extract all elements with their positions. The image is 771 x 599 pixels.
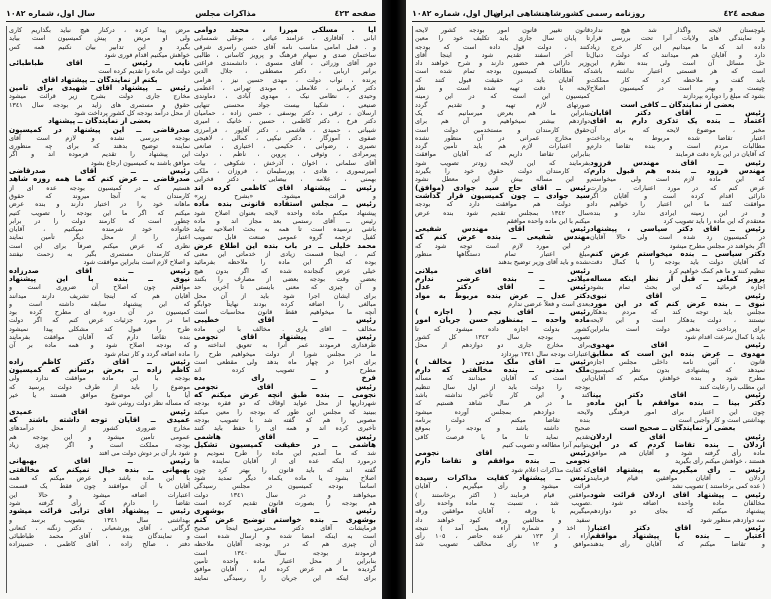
speaker-line: ملک مدنی ــ بنده مخالفتی که دارم bbox=[415, 366, 590, 375]
speaker-line: مهندس فرزود ــ بنده هم قبول دارم bbox=[590, 167, 765, 176]
text-line: مطالبات مردم است و بنده تقاضا دارم bbox=[590, 142, 765, 151]
speaker-line: اردلان ــ بنده تقاضا کردم که در این bbox=[590, 440, 765, 449]
speaker-line: رئیس ــ پیشنهاد آقای اردلان قرائت شود bbox=[590, 490, 765, 499]
text-line: که این ماده لازم است ولی میخواستم bbox=[590, 175, 765, 184]
speaker-line: رئیس ــ مجلس استفاده قانونی بنده ماده bbox=[194, 200, 376, 209]
speaker-line: رئیس ــ آقای میلانی bbox=[415, 266, 590, 275]
text-line: مبالغی را اضافه کرده بودند نهایتاً جوابگو bbox=[194, 299, 376, 308]
text-line: نمیدهد که پیشنهادی بدون نظر کمیسیون bbox=[590, 366, 765, 375]
text-line: خانواده خود شرمنده نمیکنیم ، آقایان bbox=[9, 225, 190, 234]
page-header bbox=[6, 8, 376, 22]
text-line: که کارمندان دولت حقوق خود را بگیرند bbox=[415, 167, 590, 176]
text-line: میکنم که اگر ما این بودجه را تصویب کنیم bbox=[9, 208, 190, 217]
speaker-line: رئیس ــ آقای اردلان bbox=[590, 432, 765, 441]
text-line: برای ایشان اجرا شود باید از آن محل bbox=[194, 291, 376, 300]
speaker-line: رئیس ــ آقای هاشمی bbox=[194, 432, 376, 441]
text-line: بلوچستان لایحه واگذار شد هیچ ندارد bbox=[590, 26, 765, 34]
section-title: روزنامه رسمی کشورشاهنشاهی ایران bbox=[493, 9, 645, 18]
text-line: صفوی ، آموزگار ، دکتر نیکپی ، کمالی ، لاهیجی bbox=[194, 133, 376, 142]
text-line: مطرح و تصویب کرده اند bbox=[194, 366, 376, 375]
text-line: موافقم چون اصلاح آن ضروری است و bbox=[9, 283, 190, 292]
text-line: شیبانی ، حمیدی ، هاشمی ، دکتر آقاپور ، فرامرزی bbox=[194, 125, 376, 134]
text-line: مخالف ــ اقای یاری . مخالف با این ماده bbox=[194, 324, 376, 333]
text-line: موضوع را باید از طرف دولت پرسید که bbox=[9, 382, 190, 391]
text-line: آقایان با آن موافقند چون فقط یک قسمت bbox=[9, 482, 190, 491]
text-column bbox=[590, 26, 765, 593]
speaker-line: دکتر عدل ــ عرض بنده مربوط به مواد bbox=[415, 291, 590, 300]
text-line: هستیم که در کمیسیون بودجه عده ای از bbox=[9, 183, 190, 192]
text-line: هستند ، خواهش میکنم رأی بگیرید bbox=[675, 457, 765, 466]
issue-label: سال اول، شماره ١٠٨٢ bbox=[412, 9, 501, 18]
text-line: و ما در هر سال شاهد هستیم که bbox=[415, 399, 590, 408]
text-line: بفرمایند که این لایحه زودتر تصویب شود bbox=[415, 158, 590, 167]
text-line: ابانی . آقاقاری ، عزامند غیاثی ، بوعلی شمسایی bbox=[194, 34, 376, 43]
text-line: ببینید که مجلس این طور که بودجه را معین میکند bbox=[194, 407, 376, 416]
text-line: پیشنهاد میکنم ماده واحده لایحه بعنوان اصلاح شود bbox=[194, 208, 376, 217]
text-line: فرمودند بودجه سال ١٣٤٠ است bbox=[194, 548, 376, 557]
speaker-line: دکتر بینا ــ بنده موافقم با این ماده bbox=[590, 399, 765, 408]
text-line: قانون ، آئین نامه داخلی مجلس اجازه bbox=[590, 357, 765, 366]
speaker-line: دکتر سیاسی ــ بنده میخواستم عرض کنم bbox=[590, 250, 765, 259]
text-column bbox=[412, 26, 590, 593]
text-line: اگر بخواهند در مجلس مطرح میشود bbox=[669, 241, 765, 250]
text-line: چون این اعتبار برای امور فرهنگی و bbox=[590, 407, 765, 416]
speaker-line: رئیس ــ آقای بهبهانی bbox=[9, 457, 190, 466]
text-line: مبلغ اعتبار تمام دستگاهها منظور bbox=[415, 250, 590, 259]
text-line: میخواهند و در سال ١٣٤١ دولت bbox=[194, 490, 376, 499]
text-line: صنیعی ، شکیبا بیست جواد محسنی تنهایی bbox=[194, 100, 376, 109]
text-line: دولت این ماده را تقدیم کرده است bbox=[98, 67, 190, 76]
text-line: هم بودجه را بصورت قانون تقدیم کرده است bbox=[194, 498, 376, 507]
text-line: که آقایان در این باره دقت فرمایند bbox=[675, 150, 765, 159]
text-line: و نمایندگان بنده ، آقای محمد طباطبائی bbox=[9, 532, 190, 541]
text-line: صحیح داشته باشد و بودجه را بموقع bbox=[415, 424, 590, 433]
text-line: ولی او مریض و پیش کمیسیون است بیاید bbox=[9, 34, 190, 43]
text-line: کمیسیون در آن دوره ای مطرح کرده بود bbox=[9, 308, 190, 317]
speaker-line: رئیس ــ پیشنهاد آقای ترابی قرائت میشود bbox=[9, 507, 190, 516]
text-line: بودجه با این ماده موافقت ندارد ولی bbox=[9, 374, 190, 383]
text-line: بهمنی ، علامه ، بیضایی ، دکتر فخرایی bbox=[194, 175, 376, 184]
text-line: تصویب بودجه سال ١٣٤٢ کل کشور bbox=[415, 332, 590, 341]
text-line: مخالفان ماده واحده اضافه شود . bbox=[590, 498, 765, 507]
text-line: خواهش میکنیم اقدام فوری شود bbox=[104, 50, 190, 59]
text-line: بنابراین ما هم بعرض میرسانیم که یک bbox=[415, 108, 590, 117]
text-line: بنده تقاضا میکنم که دولت برنامه bbox=[415, 415, 590, 424]
text-line: باشی نرسیده است تا همه به بحث اصلاحیه بیاید bbox=[194, 225, 376, 234]
speaker-line: رئیس ــ آقای عمیدی bbox=[9, 407, 190, 416]
text-line: و اعتبارات لازم هم باید تأمین گردد bbox=[415, 142, 590, 151]
text-line: آقایان هم که اینجا تشریف دارند میدانند bbox=[9, 291, 190, 300]
speaker-line: صدرقاضی ــ این پیشنهاد در کمیسیون bbox=[9, 125, 190, 134]
text-line: این پیشنهاد را تقدیم فرموده اند و اگر bbox=[9, 150, 190, 159]
speaker-line: رئیس ــ آقای نجم ( اجازه ) bbox=[415, 308, 590, 317]
text-line: عمومی تأمین میشود و این بودجه هم bbox=[9, 432, 190, 441]
text-line: این است که آقایان میدانند که مسأله bbox=[415, 374, 590, 383]
text-line: اساساً بودجه کمیسیون در مجلس رسیدگی bbox=[194, 482, 376, 491]
text-line: شهرداریها از محل عواید اوقاف که دو فقره بودجه bbox=[194, 399, 376, 408]
text-line: رئیس ــ آقای رستمی بعد مجاز اند و ماده bbox=[194, 216, 376, 225]
text-line: دکتر فرخ ، دکتر کاظمی ، حسین ، خانیک ، امیری bbox=[194, 117, 376, 126]
text-line: اصلاح بشود یا ماده یکماه دیگر تمدید شود bbox=[194, 474, 376, 483]
text-line: است که هر قسمتی اعتبار نداشته باشد bbox=[590, 67, 765, 76]
text-columns bbox=[412, 26, 765, 593]
text-line: تصویب شد ، نسبت به ماده واحده رأی bbox=[415, 498, 590, 507]
text-line: صورتهای لازم تهیه و تقدیم گردد bbox=[415, 100, 590, 109]
text-line: باید گفت و ملاحظه کرد که کار مملکت bbox=[590, 75, 765, 84]
text-line: برای اجرا در چهار ماه بدهد ولی مقطعی است bbox=[194, 357, 376, 366]
speaker-line: بوشهری ــ بنده خواستم توضیح عرض کنم bbox=[194, 515, 376, 524]
text-line: آراء ، از ١٢٣ نفر عده حاضر ، ١٠٥ رأی bbox=[415, 532, 590, 541]
text-line: اجازه فرمائید که این بحث تمام بشود bbox=[590, 283, 765, 292]
text-column bbox=[6, 26, 190, 593]
text-line: که مسأله نظر دولت روشن شود bbox=[104, 399, 190, 408]
text-line: بنده تقاضا دارم که آقایان موافقت بفرمایند bbox=[9, 332, 190, 341]
text-line: کشور بدولت اجازه داده میشود که تا bbox=[415, 324, 590, 333]
text-line: اعتبار را از محل دیگر تأمین نمایند bbox=[9, 233, 190, 242]
speaker-line: رئیس ــ آقای مهندس فرزود bbox=[590, 158, 765, 167]
text-line: ماده رأی گرفته شود و آقایان هم موافق bbox=[590, 449, 765, 458]
text-line: و نمایندگی های ولایات آنرا تحت بررسی قرار bbox=[590, 34, 765, 43]
text-line: مطرح شود و بنده خواهش میکنم که آقایان bbox=[590, 374, 765, 383]
text-line: شد که ما آمدیم این ماده را طرح نمودیم و bbox=[194, 449, 376, 458]
speaker-line: رئیس ــ آقای ملک مدنی ( مخالف ) bbox=[415, 357, 590, 366]
text-line: و مخارج عمرانی در آن منظور نشده bbox=[415, 133, 590, 142]
speaker-line: رئیس ــ آقای بوشهری bbox=[194, 507, 376, 516]
text-line: ما در مجلس شورا از دولت میخواهیم طرح را bbox=[194, 349, 376, 358]
text-line: مصوبی را هم که گفته شد با تصویب بودجه bbox=[194, 415, 376, 424]
text-line: پیشنهاد میکنم که بجای دو دوازدهم bbox=[590, 507, 765, 516]
text-line: آن چیزی هم که در بودجه آقایان ملاحظه bbox=[194, 540, 376, 549]
text-line: در این مورد لازم است توجه شود که bbox=[415, 241, 590, 250]
speaker-line: مهندس شفیعی ــ بنده عرض کنم که bbox=[415, 233, 590, 242]
issue-label: سال اول، شماره ١٠٨٢ bbox=[6, 9, 95, 18]
text-line: بهداشتی است و کار واجبی است bbox=[678, 415, 765, 424]
speaker-line: نجومی ــ بنده موافقم و تقاضا دارم bbox=[415, 457, 590, 466]
book-spine bbox=[382, 0, 406, 599]
text-line: بودجه مملکت است و اگر چیزی زیاد bbox=[9, 440, 190, 449]
text-line: ارسلان ، ترقی ، دکتر یوسفی ، حسن زاده ، حمامیان bbox=[194, 108, 376, 117]
text-line: و دولت هم موافقت دارد که بودجه bbox=[415, 200, 590, 209]
speaker-line: رئیس ــ آقای نبوی bbox=[590, 291, 765, 300]
text-line: پرنده ، نواب دولت ، مهدی حسین نیز ، هرامی bbox=[194, 75, 376, 84]
text-line: ماده اضافه گردد و کار تمام شود bbox=[104, 349, 190, 358]
text-line: ساختمان صدی و سهام فرهنگ و پرویز کاسانی ، طالبی bbox=[194, 50, 376, 59]
speaker-line: رئیس ــ آقای صدرقاضی bbox=[9, 167, 190, 176]
text-line: تأخیری کرده اند و همه ای را حفظ باید کنند bbox=[194, 424, 376, 433]
text-line: آیا با این موضوع موافق هستند یا خیر bbox=[9, 391, 190, 400]
text-line: بعدی است و فعلاً عرضی ندارم bbox=[508, 299, 590, 308]
text-line: دارد و آقایان هم میدانند که دولت دنبال bbox=[590, 50, 765, 59]
text-line: کفیل ترجمه گروه عمومی صنعت قابل تصویب bbox=[194, 233, 376, 242]
text-line: لایحه با دقت تهیه شده است و نظر bbox=[415, 84, 590, 93]
speaker-line: نیوی ــ بنده با این پیشنهاد bbox=[9, 274, 190, 283]
text-line: ( عده کمی برخاستند ) تصویب نشد bbox=[671, 482, 765, 491]
speaker-line: رئیس ــ آقای مهندس شفیعی bbox=[415, 225, 590, 234]
text-line: تا پایان سال جاری باید تکلیف خود را معین bbox=[415, 34, 590, 43]
text-line: و . قمل امامی مناسب نامه آقای حسن راسری شرقی bbox=[194, 42, 376, 51]
speaker-line: ماده واحده ــ بمنظور حسن جریان امور bbox=[415, 316, 590, 325]
text-line: نیستند ، دولت بدهکار است و این لایحه bbox=[590, 316, 765, 325]
text-line: مخارج ضروری کشور از محل درآمدهای bbox=[9, 424, 190, 433]
speaker-line: رئیس ــ آقای دکتر کاظم زاده bbox=[9, 357, 190, 366]
speaker-line: رئیس ــ آقای نجومی bbox=[194, 382, 376, 391]
text-line: و تقاضا میکنم که آقایان رأی بدهند bbox=[590, 540, 765, 549]
speaker-line: سید جوادی ــ چون کمیسیون قرار گذاشت bbox=[415, 191, 590, 200]
speaker-line: رئیس ــ رأی میگیریم به پیشنهاد آقای bbox=[590, 465, 765, 474]
text-line: با این ماده باشد و عرض میکنم که همه bbox=[9, 474, 190, 483]
text-line: چیست و بهتر است در کمیسیون اصلاح bbox=[590, 84, 765, 93]
text-line: سه دوازدهم منظور شود bbox=[700, 515, 765, 524]
text-line: نظری که عرض میکنم صرفاً برای این است bbox=[9, 241, 190, 250]
text-line: مجلس باید توجه کند که مردم بدهکار bbox=[590, 308, 765, 317]
text-line: اعتبارات بودجه سال ١٣٤١ بپردازد bbox=[500, 349, 590, 358]
text-line: کنم ، اینجا قسمت زیادی از خدماتی این معنی bbox=[194, 250, 376, 259]
text-line: میکنم با این ماده واحده موافقم bbox=[506, 216, 590, 225]
page-number-label: صفحه ٤٢٤ bbox=[723, 9, 765, 18]
speaker-line: آیا . مسلکی میرزا ، محمد دوامی bbox=[194, 26, 376, 34]
speaker-line: مهدوی ــ عرض بنده این است که مطابق bbox=[590, 349, 765, 358]
text-line: میگیریم با ورقه ، آقایان موافقین ورقه bbox=[415, 507, 590, 516]
text-line: تقاضا را دارم که رأی گرفته شود bbox=[9, 498, 190, 507]
text-line: بتوانیم آنرا مطالعه و تصویب کنیم bbox=[502, 440, 590, 449]
speaker-line: صدرقاضی ــ عرض کنم که ما همه روزه شاهد bbox=[9, 175, 190, 184]
text-line: سال ١٣٤٢ بمجلس تقدیم شود بنده عرض bbox=[415, 208, 590, 217]
text-line: که مطالعات کمیسیون بودجه تمام شده است bbox=[415, 67, 590, 76]
speaker-line: پرویز کمانی ــ قبل از نظر اینکه مسأله bbox=[590, 274, 765, 283]
speaker-line: بعضی از نمایندگان ــ صحیح است bbox=[619, 424, 736, 433]
text-line: حل مسائل آن است ولی بنده نظرم این bbox=[590, 59, 765, 68]
text-line: و آقایان باید در حقیقت قبول کنند که bbox=[415, 75, 590, 84]
text-line: بنابراین از محل اعتبار ماده واحده تأمین bbox=[194, 557, 376, 565]
text-line: لایحه دوازدهم بمجلس آورده میشود bbox=[415, 407, 590, 416]
speaker-line: بهبهانی ــ بنده خیال نمیکنم که مخالفتی bbox=[9, 465, 190, 474]
speaker-line: میلانی ــ بنده عرضی ندارم bbox=[415, 274, 590, 283]
text-line: که کارمندان مستمری بگیر به زحمت نیفتند bbox=[9, 250, 190, 259]
text-line: ( اخذ و شماره آراء بعمل آمد ) نتیجه bbox=[415, 523, 590, 532]
text-line: چطور است که کارمند دولت را در برابر bbox=[9, 216, 190, 225]
text-line: این مطلب را رعایت کنند bbox=[699, 382, 765, 391]
text-line: درمورد اینکه عده ای از آقایان نماینده ها bbox=[194, 457, 376, 466]
text-line: کند و این کار تأخیر نداشته باشد bbox=[415, 391, 590, 400]
text-line: و آن چیزی که معنی بایستی تا آخرین حد bbox=[194, 283, 376, 292]
text-line: بنابراین تقاضا داریم که آقایان موافقت bbox=[415, 150, 590, 159]
section-title: مذاکرات مجلس bbox=[195, 9, 256, 18]
speaker-line: نبوی ــ بنده عرض کنم که در این مورد bbox=[590, 299, 765, 308]
speaker-line: رئیس ــ آقای حاج سید جوادی (موافق) bbox=[415, 183, 590, 192]
text-line: نماینده توضیح بدهند که برای چه منظوری bbox=[9, 142, 190, 151]
text-line: موافقین قیام فرمایند ( اکثر برخاستند ) bbox=[415, 490, 590, 499]
text-line: بوده که اگر این ماده را ملاحظه بفرمائید bbox=[194, 258, 376, 267]
text-line: قرائت میشود و رأی میگیریم ، آقایان bbox=[415, 482, 590, 491]
text-line: عرض کنم که در مورد اعتبارات ، وزارت bbox=[590, 183, 765, 192]
text-line: موافق و ١٢ رأی مخالف تصویب شد bbox=[415, 540, 590, 549]
page-header bbox=[412, 8, 765, 22]
speaker-line: رئیس ــ آقای دکتر اعتبار bbox=[590, 523, 765, 532]
speaker-line: بکنم از نمایندگان ــ پیشنهاد آقای bbox=[41, 75, 158, 84]
text-line: بشود که مبلغ را دوباره بپردازند bbox=[682, 92, 765, 101]
speaker-line: نایب رئیس ــ آقای طباطبائی bbox=[9, 59, 190, 68]
text-line: طرح را قبول کند مشکلی پیدا نمیشود bbox=[9, 324, 190, 333]
text-line: طرفداری فرمودند عمر آنرا به تعویق انداخته و bbox=[194, 341, 376, 350]
text-line: معتقدم که این ماده را باید تصویب کرد bbox=[663, 216, 765, 225]
text-line: موافق باشند به کمیسیون ارجاع بشود bbox=[90, 158, 190, 167]
speaker-line: بعضی از نمایندگان ــ کافی است bbox=[620, 100, 735, 109]
speaker-line: رئیس ــ پیشنهاد کفایت مذاکرات رسیده bbox=[415, 474, 590, 483]
text-columns bbox=[6, 26, 376, 593]
text-line: اما در مورد جزئیات عرض کنم که اگر دولت bbox=[9, 316, 190, 325]
text-line: قانون تغییر قانون امور بودجه کشور لایحه bbox=[415, 26, 590, 34]
text-line: گفته اند که باید قانون را بهتر کرد چون bbox=[194, 465, 376, 474]
speaker-line: رئیس ــ آقای مهدوی bbox=[590, 341, 765, 350]
text-line: نشده و باید آقای وزیر توضیح بدهند bbox=[498, 258, 590, 267]
text-line: دفتر ، صالح زاده ، آقای کاظمی ، حسینزاده bbox=[9, 540, 190, 549]
text-line: کمیسیون این است که در این زمینه bbox=[415, 92, 590, 101]
speaker-line: اعتبار ــ بنده با پیشنهاد موافقم bbox=[590, 532, 765, 541]
speaker-line: رئیس ــ پیشنهاد آقای کاظمی کرده اند bbox=[194, 183, 376, 192]
speaker-line: اعتماد ــ بنده یک تذکری دارم به آقای bbox=[590, 117, 765, 126]
text-line: گرگانی ، آقای پورشعبانی ، دکتر زنگنه ، کنعانی bbox=[9, 523, 190, 532]
text-line: نصیری ، رضوانی ، حکیمی ، اختیاری ، صانعی bbox=[194, 142, 376, 151]
text-line: باید با کمال سرعت اقدام شود bbox=[684, 332, 765, 341]
speaker-line: بعضی از نمایندگان ــ پیشنهاد bbox=[48, 117, 151, 126]
text-line: گردیده ما هم عرض کرده ایم ، آقایان موافق bbox=[194, 565, 376, 574]
text-line: آقای سلمانی ، اخوان ، آذرخش ، شکوهی ، بیات bbox=[194, 158, 376, 167]
text-line: کارمندان به آنجا میروند که حقوق bbox=[9, 191, 190, 200]
speaker-line: عمیدی ــ آقایان توجه داشته باشند که bbox=[9, 415, 190, 424]
text-line: و این مسأله بیش از این معطل نشود bbox=[415, 175, 590, 184]
speaker-line: رئیس ــ آقای دکتر بینا bbox=[590, 391, 765, 400]
text-line: مخارج جاری دولت بشرح زیر قرائت میشود bbox=[9, 92, 190, 101]
speaker-line: رئیس ــ آقای خطیبی bbox=[194, 316, 376, 325]
text-line: از محل درآمد بودجه کل کشور پرداخت شود bbox=[74, 108, 190, 117]
text-line: و در این زمینه ایرادی ندارد و بنده bbox=[590, 208, 765, 217]
page-number-label: صفحه ٤٢٣ bbox=[334, 9, 376, 18]
text-line: سفید و مخالفین ورقه کبود خواهند داد bbox=[415, 515, 590, 524]
text-line: و اصلاح لازم است بنابراین موافقت شود bbox=[83, 258, 190, 267]
text-line: حقوق و مستمری های زاید بر بودجه سال ١٣٤١ bbox=[9, 100, 190, 109]
speaker-line: هاشمی ــ در حقیقت کمیسیون تشکیل bbox=[194, 440, 376, 449]
text-line: داده اند که ما میدانیم این کار خرج زیاد bbox=[590, 42, 765, 51]
text-line: پیرمرادی ، وثوقی ، پروین ، ناظم ، دولت bbox=[194, 150, 376, 159]
speaker-line: رئیس ــ آقای نجومی bbox=[415, 449, 590, 458]
text-line: وحیدی ، نظامی نیک ، مهدوی آبادی ، دماوندی bbox=[194, 92, 376, 101]
text-line: در کمیسیون رد شده است ولی حالا آقایان bbox=[590, 233, 765, 242]
text-line: بودجه را دولت باید از اول سال تنظیم bbox=[415, 382, 590, 391]
text-line: بعضی وقت بودجه بعضی از مصارف را بکنند bbox=[194, 274, 376, 283]
text-line: وزیر دارائی هم حضور دارند و شرح خواهند داد bbox=[415, 59, 590, 68]
right-page bbox=[406, 0, 771, 599]
text-line: برای پرداخت بدهی دولت است بنابراین bbox=[590, 324, 765, 333]
text-line: شود بار آن بر دوش دولت می افتد bbox=[98, 449, 190, 458]
text-line: که کفایت مذاکرات اعلام شود bbox=[511, 465, 590, 474]
text-line: آنچه ما میخواهیم فقط قانون محاسبات است bbox=[194, 308, 376, 317]
text-line: موافقت کنند ما این اعتبار را خواهیم داد bbox=[590, 200, 765, 209]
text-line: اعتبارات اضافه میشود و حالا این bbox=[9, 490, 190, 499]
speaker-line: رئیس ــ آقای دکتر عدل bbox=[415, 283, 590, 292]
speaker-line: فرخ ــ رأی بده bbox=[194, 374, 376, 383]
text-line: بگیرد و این تدابیر بیان نکنیم همه کس bbox=[9, 42, 190, 51]
text-line: که بودجه اصلاح شود و همه ماده بر آن bbox=[9, 341, 190, 350]
text-line: حقوق کارمندان و مستخدمین دولت است bbox=[415, 125, 590, 134]
text-line: مخبر ، موضوع لایحه که برای آن bbox=[590, 125, 765, 134]
text-line: ماهانه خود را در اختیار دارند و بنده عرض bbox=[9, 200, 190, 209]
text-line: دارائی اقدام کرده است و آقایان اگر bbox=[590, 191, 765, 200]
text-line: تنظیم کنند و ما هم کمک خواهیم کرد bbox=[668, 266, 765, 275]
speaker-line: رئیس ــ آقای صدرزاده bbox=[9, 266, 190, 275]
speaker-line: رئیس ــ پیشنهاد آقای شهیدی برای تأمین bbox=[9, 84, 190, 93]
text-line: که آقایان دولت باید بودجه را با کمال دقت bbox=[590, 258, 765, 267]
text-column bbox=[194, 26, 376, 593]
text-line: فرمایشات آقای دکتر محترمی اینجا صحیح bbox=[194, 523, 376, 532]
speaker-line: رئیس ــ آقای دکتر آقایان bbox=[590, 108, 765, 117]
text-line: است به اینکه امضا شده و ارسال شده است bbox=[194, 532, 376, 541]
text-line: که این پیشنهاد سابقه داشته است و bbox=[9, 299, 190, 308]
text-line: خیلی عرض گنجانده شده که اگر بدون هیچ bbox=[194, 266, 376, 275]
text-line: برانبر اربابی ، دکتر مصطفی ، جلال الدین bbox=[194, 67, 376, 76]
speaker-line: محمد خلیلی ــ در باب بنده این اطلاع عرض bbox=[194, 241, 376, 250]
text-line: بهداشتی سال ١٣٤١ بتصویب برسد و bbox=[9, 515, 190, 524]
text-line: تا آخر اسفند تقدیم شود و اینجا آقای bbox=[415, 50, 590, 59]
text-line: اعتبار تقاضا شده مربوط به پرداخت bbox=[590, 133, 765, 142]
text-line: تقدیم نماید تا ما با فرصت کافی bbox=[415, 432, 590, 441]
text-line: دوازدهم بیشتر نمیخواهیم و آن هم برای bbox=[415, 117, 590, 126]
text-line: دکتر کرمانی ، غلامعلی ، موبدی تهرانی ، اعظمی bbox=[194, 84, 376, 93]
text-line: اردلان ، آقایان موافقین قیام فرمایند bbox=[590, 474, 765, 483]
text-line: بودجه بررسی نشده و لازم است آقای bbox=[9, 133, 190, 142]
text-line: دور آقای وزرائی ، آقای مسوی ، دانشمندی فراغتی bbox=[194, 59, 376, 68]
text-line: کنند ، دولت قول داده است که بودجه bbox=[415, 42, 590, 51]
speaker-line: کاظم زاده ــ بعرض برسانم که کمیسیون bbox=[9, 366, 190, 375]
text-line: مرض پیدا کرده ، درکنار هیچ نباید بگذاریم کاری bbox=[9, 26, 190, 34]
speaker-line: رئیس ــ پیشنهاد آقای نجومی bbox=[194, 332, 376, 341]
text-line: برای مخارج جاری دو دوازدهم از محل bbox=[415, 341, 590, 350]
text-line: امیرتیموری ، هادی ، پورسلیمان ، فروزان ، ملکی bbox=[194, 167, 376, 176]
speaker-line: رئیس ــ آقای دکتر سیاسی ، پیشنهاد bbox=[590, 225, 765, 234]
left-page bbox=[0, 0, 382, 599]
text-line: و قرائت میشود. «بشرح زیر» bbox=[194, 191, 376, 200]
speaker-line: نجومی ــ بنده طبق آنچه عرض میکنم که bbox=[194, 391, 376, 400]
text-line: برای اینکه این جریان را رسیدگی نمایند bbox=[194, 573, 376, 582]
